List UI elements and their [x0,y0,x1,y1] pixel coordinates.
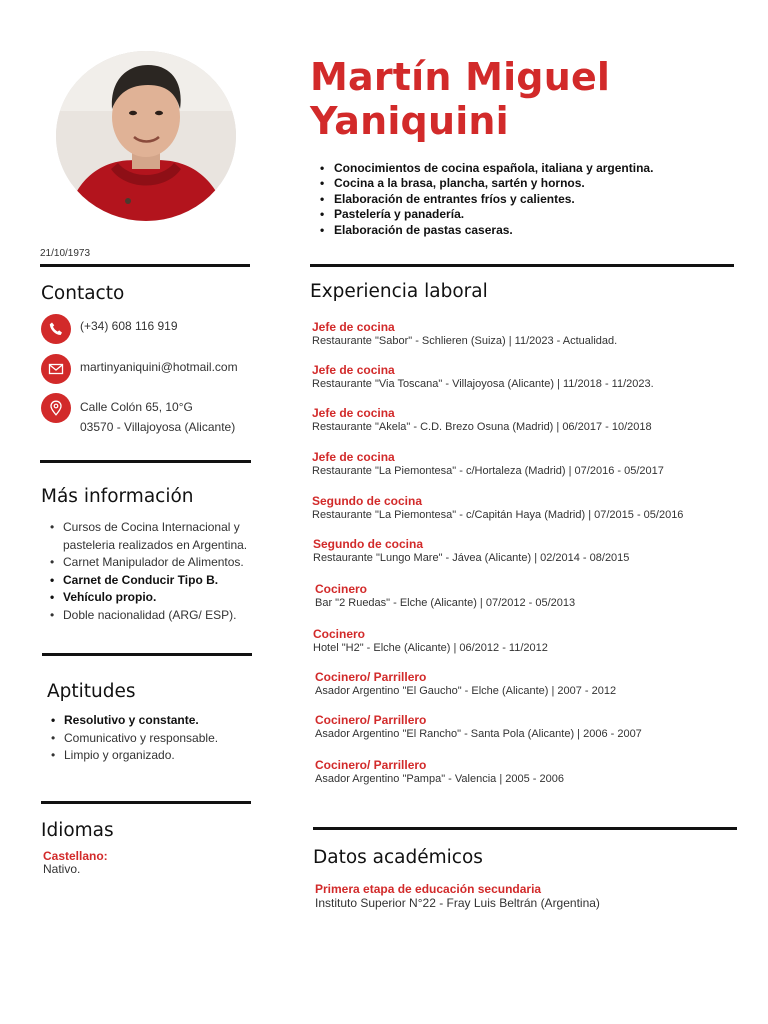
profile-photo [56,51,236,221]
education-school: Instituto Superior N°22 - Fray Luis Beltrán (Argentina) [315,896,600,910]
job-detail: Restaurante "La Piemontesa" - c/Hortaleza (Madrid) | 07/2016 - 05/2017 [312,465,664,477]
email-address[interactable]: martinyaniquini@hotmail.com [80,360,238,374]
summary-item: • Pastelería y panadería. [318,207,748,222]
address-line-1: Calle Colón 65, 10°G [80,400,193,414]
experience-title: Experiencia laboral [310,281,488,302]
job-detail: Bar "2 Ruedas" - Elche (Alicante) | 07/2012 - 05/2013 [315,597,576,609]
job-entry [312,320,617,348]
more-info-item: • Cursos de Cocina Internacional y pasteleria realizados en Argentina. [47,519,262,554]
more-info-title: Más información [41,486,194,507]
more-info-item: • Doble nacionalidad (ARG/ ESP). [47,607,262,625]
more-info-item: • Vehículo propio. [47,589,262,607]
divider [41,801,251,804]
job-entry [313,537,629,565]
job-entry [315,713,642,741]
job-title: Cocinero/ Parrillero [315,670,427,684]
summary-item: • Elaboración de entrantes fríos y calientes. [318,192,748,207]
job-title: Cocinero/ Parrillero [315,713,427,727]
job-detail: Asador Argentino "El Gaucho" - Elche (Alicante) | 2007 - 2012 [315,685,617,697]
summary-item: • Cocina a la brasa, plancha, sartén y hornos. [318,176,748,191]
more-info-list [47,519,262,624]
job-title: Jefe de cocina [312,450,395,464]
divider [40,264,250,267]
skills-list [48,712,258,765]
skills-item: • Limpio y organizado. [48,747,258,765]
name-line-1: Martín Miguel [310,55,611,99]
candidate-name [310,55,750,143]
name-line-2: Yaniquini [310,99,509,143]
job-entry [312,494,683,522]
job-detail: Restaurante "La Piemontesa" - c/Capitán Haya (Madrid) | 07/2015 - 05/2016 [312,509,684,521]
divider [42,653,252,656]
education-entry [315,882,600,910]
language-name: Castellano: [43,849,108,863]
job-title: Cocinero/ Parrillero [315,758,427,772]
phone-number[interactable]: (+34) 608 116 919 [80,319,178,333]
divider [313,827,737,830]
mail-icon [41,354,71,384]
job-title: Jefe de cocina [312,406,395,420]
job-entry [315,670,616,698]
education-degree: Primera etapa de educación secundaria [315,882,542,896]
summary-list [318,161,748,238]
job-entry [313,627,548,655]
job-entry [312,363,654,391]
location-pin-icon [41,393,71,423]
job-entry [315,582,575,610]
job-title: Cocinero [313,627,366,641]
job-detail: Restaurante "Lungo Mare" - Jávea (Alicante) | 02/2014 - 08/2015 [313,552,630,564]
job-title: Segundo de cocina [312,494,423,508]
job-title: Jefe de cocina [312,363,395,377]
job-detail: Asador Argentino "Pampa" - Valencia | 2005 - 2006 [315,773,564,785]
more-info-item: • Carnet de Conducir Tipo B. [47,572,262,590]
skills-item: • Comunicativo y responsable. [48,730,258,748]
job-entry [312,406,652,434]
phone-icon [41,314,71,344]
more-info-item: • Carnet Manipulador de Alimentos. [47,554,262,572]
job-detail: Hotel "H2" - Elche (Alicante) | 06/2012 - 11/2012 [313,642,548,654]
job-title: Jefe de cocina [312,320,395,334]
divider [310,264,734,267]
contact-title: Contacto [41,283,125,304]
job-detail: Asador Argentino "El Rancho" - Santa Pola (Alicante) | 2006 - 2007 [315,728,642,740]
skills-title: Aptitudes [47,681,136,702]
job-title: Cocinero [315,582,368,596]
divider [40,460,251,463]
address-line-2: 03570 - Villajoyosa (Alicante) [80,420,236,434]
birth-date: 21/10/1973 [40,248,91,259]
person-portrait-icon [56,51,236,221]
job-entry [315,758,564,786]
summary-item: • Conocimientos de cocina española, italiana y argentina. [318,161,748,176]
summary-item: • Elaboración de pastas caseras. [318,223,748,238]
languages-title: Idiomas [41,820,114,841]
job-detail: Restaurante "Via Toscana" - Villajoyosa (Alicante) | 11/2018 - 11/2023. [312,378,654,390]
job-detail: Restaurante "Akela" - C.D. Brezo Osuna (Madrid) | 06/2017 - 10/2018 [312,421,652,433]
job-title: Segundo de cocina [313,537,424,551]
language-level: Nativo. [43,862,81,876]
skills-item: • Resolutivo y constante. [48,712,258,730]
job-entry [312,450,664,478]
education-title: Datos académicos [313,847,483,868]
job-detail: Restaurante "Sabor" - Schlieren (Suiza) | 11/2023 - Actualidad. [312,335,618,347]
address [80,397,235,437]
